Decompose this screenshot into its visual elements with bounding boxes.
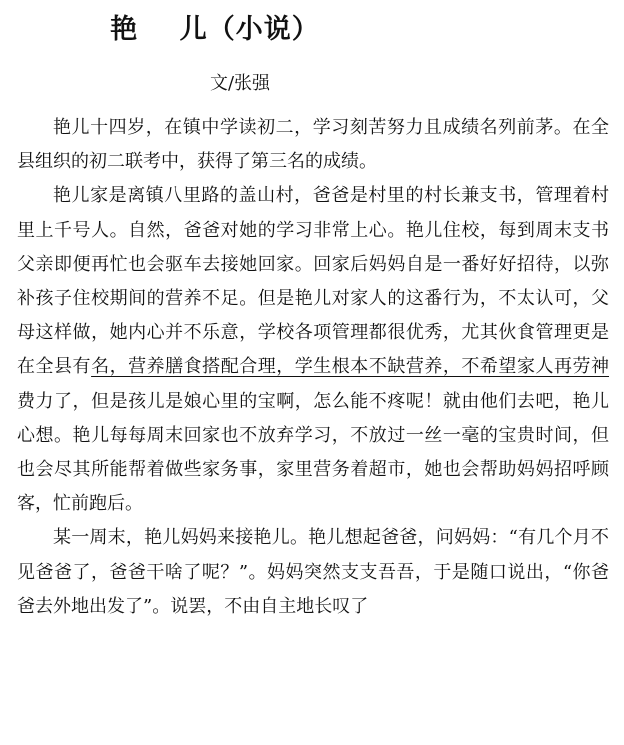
paragraph-2-text-after: 费力了，但是孩儿是娘心里的宝啊，怎么能不疼呢！就由他们去吧，艳儿心想。艳儿每每周末回家也不放弃学习，不放过一丝一毫的宝贵时间，但也会尽其所能帮着做些家务事，家里营务着超市，她也会帮助妈妈招呼顾客，忙前跑后。 — [17, 390, 609, 515]
underlined-phrase: 名，营养膳食搭配合理，学生根本不缺营养，不希望家人再劳神 — [91, 356, 610, 378]
document-body — [17, 111, 609, 624]
paragraph-3-text: 某一周末，艳儿妈妈来接艳儿。艳儿想起爸爸，问妈妈：“有几个月不见爸爸了，爸爸干啥了呢？”。妈妈突然支支吾吾，于是随口说出，“你爸爸去外地出发了”。说罢，不由自主地长叹了 — [17, 527, 609, 617]
paragraph-2 — [17, 179, 609, 521]
paragraph-1 — [17, 111, 609, 179]
document-title: 艳 儿（小说） — [110, 14, 320, 45]
paragraph-2-text-before: 艳儿家是离镇八里路的盖山村，爸爸是村里的村长兼支书，管理着村里上千号人。自然，爸爸对她的学习非常上心。艳儿住校，每到周末支书父亲即便再忙也会驱车去接她回家。回家后妈妈自是一番好好招待，以弥补孩子住校期间的营养不足。但是艳儿对家人的这番行为，不太认可，父母这样做，她内心并不乐意，学校各项管理都很优秀，尤其伙食管理更是在全县有 — [17, 185, 609, 378]
paragraph-3 — [17, 521, 609, 624]
paragraph-1-text: 艳儿十四岁，在镇中学读初二，学习刻苦努力且成绩名列前茅。在全县组织的初二联考中，获得了第三名的成绩。 — [17, 117, 609, 173]
document-author: 文/张强 — [209, 73, 271, 94]
